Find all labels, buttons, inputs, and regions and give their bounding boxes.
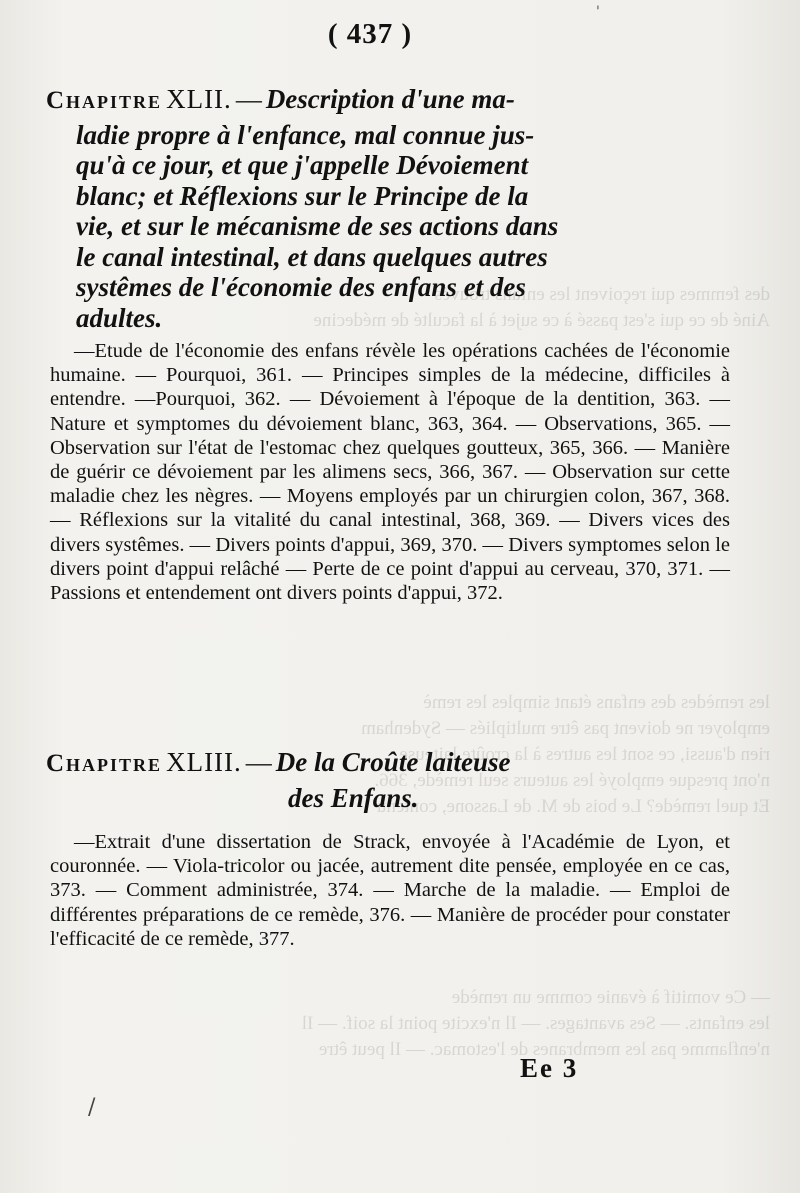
chapter-title-line: vie, et sur le mécanisme de ses actions dans — [76, 211, 559, 241]
chapter-43-summary: —Extrait d'une dissertation de Strack, envoyée à l'Académie de Lyon, et couronnée. — Viola-tricolor ou jacée, autrement dite pensée, employée en ce cas, 373. — Comment administrée, 374. — Marche de la maladie. — Emploi de différentes préparations de ce remède, 376. — Manière de procéder pour constater l'efficacité de ce remède, 377. — [50, 831, 730, 950]
margin-mark: ' — [596, 4, 600, 20]
chapter-42-heading — [46, 84, 696, 333]
chapter-title-line: des Enfans. — [288, 782, 419, 813]
chapter-dash: — — [235, 85, 262, 114]
bleed-through-text-top: des femmes qui reçoivent les enfans trouvés Ainé de ce qui s'est passé à ce sujet à la faculté de médecine — [313, 284, 770, 331]
chapter-title-line: systêmes de l'économie des enfans et des — [76, 272, 526, 302]
chapter-title-line: ladie propre à l'enfance, mal connue jus- — [76, 119, 535, 150]
chapter-title-line: Description d'une ma- — [265, 84, 515, 114]
bleed-through-text-bottom: — Ce vomitif à évanie comme un remède les enfants. — Ses avantages. — Il n'excite point la soif. — Il n'enflamme pas les membranes de l'estomac. — Il peut être — [301, 987, 770, 1060]
signature-mark: Ee 3 — [520, 1053, 579, 1083]
chapter-number: XLIII. — [166, 747, 242, 777]
chapter-title-line: De la Croûte laiteuse — [275, 747, 511, 777]
bleed-through-text-middle: les remèdes des enfans étant simples les remè employer ne doivent pas être multipliés — Sydenham rien d'aussi, ce sont les autres à la croûte laiteuse n'ont presque employé les auteurs seul remède, 366. Et quel remède? Le bois de M. de Lassone, contenu — [361, 692, 770, 817]
chapter-dash: — — [245, 748, 272, 777]
chapter-title-line: le canal intestinal, et dans quelques autres — [76, 241, 548, 272]
chapter-number: XLII. — [166, 84, 232, 114]
chapter-title-line: qu'à ce jour, et que j'appelle Dévoiement — [76, 150, 529, 180]
chapter-label: Chapitre — [46, 87, 163, 114]
chapter-43-heading — [46, 747, 696, 813]
page-number: ( 437 ) — [327, 18, 413, 50]
chapter-title-line: adultes. — [76, 302, 163, 333]
margin-mark: / — [88, 1095, 96, 1120]
chapter-42-summary: —Etude de l'économie des enfans révèle les opérations cachées de l'économie humaine. — Pourquoi, 361. — Principes simples de la médecine, difficiles à entendre. —Pourquoi, 362. — Dévoiement à l'époque de la dentition, 363. — Nature et symptomes du dévoiement blanc, 363, 364. — Observations, 365. — Observation sur l'état de l'estomac chez quelques goutteux, 365, 366. — Manière de guérir ce dévoiement par les alimens secs, 366, 367. — Observation sur cette maladie chez les nègres. — Moyens employés par un chirurgien colon, 367, 368. — Réflexions sur la vitalité du canal intestinal, 368, 369. — Divers vices des divers systêmes. — Divers points d'appui, 369, 370. — Divers symptomes selon le divers point d'appui relâché — Perte de ce point d'appui au cerveau, 370, 371. — Passions et entendement ont divers points d'appui, 372. — [50, 340, 730, 605]
chapter-title-line: blanc; et Réflexions sur le Principe de la — [76, 180, 529, 211]
chapter-label: Chapitre — [46, 750, 163, 777]
